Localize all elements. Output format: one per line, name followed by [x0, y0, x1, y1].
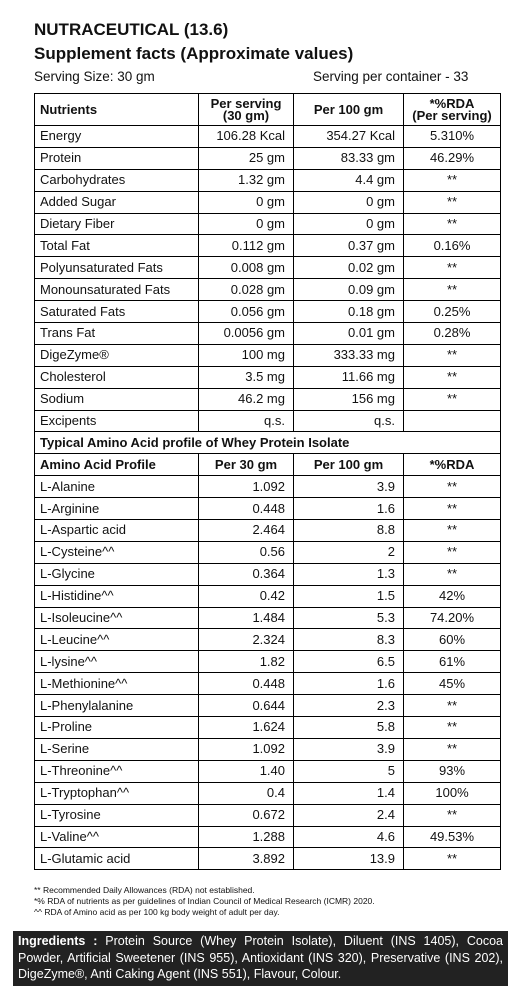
amino-acid-name: L-Aspartic acid	[35, 520, 199, 542]
amino-acid-name: L-Valine^^	[35, 826, 199, 848]
nutrients-header: Nutrients	[35, 94, 199, 126]
nutrient-name: Trans Fat	[35, 323, 199, 345]
amino-acid-name: L-Tryptophan^^	[35, 782, 199, 804]
nutrient-row	[35, 410, 501, 432]
per-100-header: Per 100 gm	[294, 94, 404, 126]
amino-acid-name: L-Glycine	[35, 563, 199, 585]
amino-acid-row	[35, 695, 501, 717]
amino-acid-row	[35, 782, 501, 804]
amino-acid-row	[35, 826, 501, 848]
per-serving-header	[199, 94, 294, 126]
nutrient-rda: **	[404, 191, 501, 213]
amino-acid-name: L-Proline	[35, 717, 199, 739]
nutrient-row	[35, 191, 501, 213]
amino-acid-row	[35, 651, 501, 673]
amino-acid-name: L-Histidine^^	[35, 585, 199, 607]
footnotes	[34, 885, 375, 918]
amino-acid-name: L-Cysteine^^	[35, 541, 199, 563]
nutrient-per-100: 0.01 gm	[294, 323, 404, 345]
nutrient-per-serving: 1.32 gm	[199, 169, 294, 191]
nutrient-rda: **	[404, 366, 501, 388]
nutrient-row	[35, 301, 501, 323]
amino-acid-rda: 45%	[404, 673, 501, 695]
amino-acid-per30: 0.364	[199, 563, 294, 585]
amino-acid-per100: 8.3	[294, 629, 404, 651]
nutrient-name: Total Fat	[35, 235, 199, 257]
amino-name-header: Amino Acid Profile	[35, 454, 199, 476]
nutrient-row	[35, 126, 501, 148]
nutrient-rda: 0.25%	[404, 301, 501, 323]
nutrient-name: DigeZyme®	[35, 344, 199, 366]
amino-acid-rda: 100%	[404, 782, 501, 804]
nutrient-name: Energy	[35, 126, 199, 148]
amino-acid-name: L-Serine	[35, 738, 199, 760]
amino-acid-per30: 2.324	[199, 629, 294, 651]
nutrient-row	[35, 213, 501, 235]
amino-acid-rda: 60%	[404, 629, 501, 651]
nutrient-rda: **	[404, 169, 501, 191]
amino-acid-rda: **	[404, 738, 501, 760]
nutrient-rda: **	[404, 279, 501, 301]
amino-acid-per100: 6.5	[294, 651, 404, 673]
nutrient-row	[35, 344, 501, 366]
amino-rda-header: *%RDA	[404, 454, 501, 476]
amino-acid-rda: **	[404, 848, 501, 870]
ingredients-text: Protein Source (Whey Protein Isolate), Diluent (INS 1405), Cocoa Powder, Artificial Sweetener (INS 955), Antioxidant (INS 320), Preservative (INS 202), DigeZyme®, Anti Caking Agent (INS 551), Flavour, Colour.	[18, 934, 503, 981]
amino-acid-name: L-Tyrosine	[35, 804, 199, 826]
nutrient-per-100: q.s.	[294, 410, 404, 432]
amino-acid-per100: 13.9	[294, 848, 404, 870]
nutrient-per-serving: 0.008 gm	[199, 257, 294, 279]
amino-acid-per100: 2	[294, 541, 404, 563]
amino-acid-row	[35, 804, 501, 826]
ingredients-label: Ingredients :	[18, 934, 98, 948]
amino-acid-per100: 1.6	[294, 498, 404, 520]
amino-acid-name: L-Isoleucine^^	[35, 607, 199, 629]
amino-acid-name: L-Threonine^^	[35, 760, 199, 782]
amino-acid-rda: **	[404, 695, 501, 717]
amino-acid-row	[35, 848, 501, 870]
amino-acid-per100: 1.6	[294, 673, 404, 695]
ingredients-box	[13, 931, 508, 986]
amino-acid-rda: **	[404, 563, 501, 585]
amino-section-title: Typical Amino Acid profile of Whey Protein Isolate	[35, 432, 501, 454]
nutrient-per-serving: 25 gm	[199, 147, 294, 169]
nutrient-name: Monounsaturated Fats	[35, 279, 199, 301]
nutrient-per-serving: 0.028 gm	[199, 279, 294, 301]
amino-acid-per100: 1.4	[294, 782, 404, 804]
nutrient-per-serving: 0.0056 gm	[199, 323, 294, 345]
nutrient-rda	[404, 410, 501, 432]
amino-acid-row	[35, 629, 501, 651]
amino-acid-row	[35, 476, 501, 498]
amino-acid-per100: 5	[294, 760, 404, 782]
nutrient-row	[35, 279, 501, 301]
amino-acid-per30: 1.288	[199, 826, 294, 848]
amino-acid-per30: 1.40	[199, 760, 294, 782]
serving-size: Serving Size: 30 gm	[34, 69, 155, 84]
nutrient-row	[35, 257, 501, 279]
footnote-amino-rda: ^^ RDA of Amino acid as per 100 kg body weight of adult per day.	[34, 907, 280, 917]
nutrient-row	[35, 169, 501, 191]
amino-acid-per30: 3.892	[199, 848, 294, 870]
nutrient-row	[35, 147, 501, 169]
nutrient-per-100: 0.02 gm	[294, 257, 404, 279]
footnote-rda-not-established: ** Recommended Daily Allowances (RDA) not established.	[34, 885, 255, 895]
amino-acid-row	[35, 563, 501, 585]
amino-acid-per30: 1.092	[199, 476, 294, 498]
amino-acid-rda: **	[404, 520, 501, 542]
amino-acid-row	[35, 673, 501, 695]
nutrient-rda: **	[404, 257, 501, 279]
nutrient-per-100: 0.37 gm	[294, 235, 404, 257]
amino-acid-name: L-Methionine^^	[35, 673, 199, 695]
amino-acid-per100: 5.8	[294, 717, 404, 739]
amino-acid-per30: 0.448	[199, 498, 294, 520]
amino-acid-row	[35, 607, 501, 629]
amino-acid-rda: 49.53%	[404, 826, 501, 848]
amino-header-row	[35, 454, 501, 476]
amino-acid-per30: 1.82	[199, 651, 294, 673]
rda-header-line1: *%RDA	[429, 95, 475, 111]
amino-acid-row	[35, 760, 501, 782]
nutrient-rda: 46.29%	[404, 147, 501, 169]
amino-acid-per30: 1.092	[199, 738, 294, 760]
amino-acid-per30: 0.672	[199, 804, 294, 826]
amino-acid-rda: **	[404, 804, 501, 826]
amino-acid-rda: **	[404, 717, 501, 739]
serving-per-container: Serving per container - 33	[313, 69, 469, 84]
amino-per30-header: Per 30 gm	[199, 454, 294, 476]
nutrient-rda: **	[404, 344, 501, 366]
nutrient-rda: **	[404, 388, 501, 410]
amino-acid-per30: 0.4	[199, 782, 294, 804]
per-serving-header-line2: (30 gm)	[222, 107, 270, 123]
supplement-facts-table	[34, 93, 501, 870]
amino-acid-per30: 1.624	[199, 717, 294, 739]
nutrient-rda: 0.28%	[404, 323, 501, 345]
nutrient-per-100: 333.33 mg	[294, 344, 404, 366]
amino-acid-per30: 2.464	[199, 520, 294, 542]
nutrient-name: Carbohydrates	[35, 169, 199, 191]
amino-acid-rda: **	[404, 476, 501, 498]
amino-acid-name: L-Glutamic acid	[35, 848, 199, 870]
nutrients-header-row	[35, 94, 501, 126]
nutrient-rda: 5.310%	[404, 126, 501, 148]
nutrient-per-serving: 0 gm	[199, 213, 294, 235]
amino-acid-per100: 2.3	[294, 695, 404, 717]
amino-acid-row	[35, 717, 501, 739]
amino-acid-per100: 1.5	[294, 585, 404, 607]
nutrient-per-serving: 106.28 Kcal	[199, 126, 294, 148]
amino-acid-rda: 74.20%	[404, 607, 501, 629]
amino-acid-per100: 1.3	[294, 563, 404, 585]
nutrient-per-100: 0.18 gm	[294, 301, 404, 323]
nutrient-per-serving: 0.056 gm	[199, 301, 294, 323]
amino-acid-row	[35, 498, 501, 520]
nutrient-per-100: 4.4 gm	[294, 169, 404, 191]
nutrient-per-serving: 3.5 mg	[199, 366, 294, 388]
nutrient-name: Cholesterol	[35, 366, 199, 388]
amino-acid-per100: 2.4	[294, 804, 404, 826]
amino-acid-per100: 3.9	[294, 738, 404, 760]
amino-acid-name: L-Alanine	[35, 476, 199, 498]
amino-acid-row	[35, 541, 501, 563]
amino-acid-per30: 0.56	[199, 541, 294, 563]
amino-acid-name: L-Arginine	[35, 498, 199, 520]
amino-section-title-row	[35, 432, 501, 454]
amino-acid-per100: 8.8	[294, 520, 404, 542]
amino-acid-rda: 93%	[404, 760, 501, 782]
amino-acid-per100: 5.3	[294, 607, 404, 629]
nutrient-per-100: 11.66 mg	[294, 366, 404, 388]
amino-acid-per30: 0.644	[199, 695, 294, 717]
nutrient-per-100: 0 gm	[294, 191, 404, 213]
nutrient-per-serving: 0.112 gm	[199, 235, 294, 257]
rda-header	[404, 94, 501, 126]
nutrient-name: Protein	[35, 147, 199, 169]
nutrient-per-100: 0 gm	[294, 213, 404, 235]
amino-acid-row	[35, 585, 501, 607]
nutrient-name: Added Sugar	[35, 191, 199, 213]
amino-acid-row	[35, 520, 501, 542]
nutrient-per-serving: 46.2 mg	[199, 388, 294, 410]
nutrient-row	[35, 366, 501, 388]
nutrient-name: Polyunsaturated Fats	[35, 257, 199, 279]
amino-acid-rda: **	[404, 498, 501, 520]
nutrient-per-serving: 100 mg	[199, 344, 294, 366]
amino-acid-name: L-lysine^^	[35, 651, 199, 673]
nutrient-per-100: 0.09 gm	[294, 279, 404, 301]
nutrient-row	[35, 235, 501, 257]
amino-acid-per30: 1.484	[199, 607, 294, 629]
nutrient-row	[35, 388, 501, 410]
nutrient-row	[35, 323, 501, 345]
nutrient-per-100: 83.33 gm	[294, 147, 404, 169]
nutrient-rda: **	[404, 213, 501, 235]
amino-acid-per30: 0.42	[199, 585, 294, 607]
nutrient-name: Sodium	[35, 388, 199, 410]
rda-header-line2: (Per serving)	[412, 107, 492, 123]
nutrient-name: Excipents	[35, 410, 199, 432]
facts-subtitle: Supplement facts (Approximate values)	[34, 44, 354, 63]
amino-acid-rda: **	[404, 541, 501, 563]
nutrient-per-serving: q.s.	[199, 410, 294, 432]
amino-acid-name: L-Leucine^^	[35, 629, 199, 651]
per-serving-header-line1: Per serving	[210, 95, 282, 111]
nutrient-name: Saturated Fats	[35, 301, 199, 323]
nutrient-name: Dietary Fiber	[35, 213, 199, 235]
amino-acid-name: L-Phenylalanine	[35, 695, 199, 717]
amino-acid-rda: 42%	[404, 585, 501, 607]
nutrient-per-serving: 0 gm	[199, 191, 294, 213]
nutrient-per-100: 156 mg	[294, 388, 404, 410]
amino-acid-rda: 61%	[404, 651, 501, 673]
footnote-icmr: *% RDA of nutrients as per guidelines of Indian Council of Medical Research (ICMR) 2020.	[34, 896, 375, 906]
nutrient-rda: 0.16%	[404, 235, 501, 257]
amino-per100-header: Per 100 gm	[294, 454, 404, 476]
amino-acid-per30: 0.448	[199, 673, 294, 695]
amino-acid-row	[35, 738, 501, 760]
nutrient-per-100: 354.27 Kcal	[294, 126, 404, 148]
amino-acid-per100: 3.9	[294, 476, 404, 498]
amino-acid-per100: 4.6	[294, 826, 404, 848]
product-title: NUTRACEUTICAL (13.6)	[34, 20, 229, 39]
